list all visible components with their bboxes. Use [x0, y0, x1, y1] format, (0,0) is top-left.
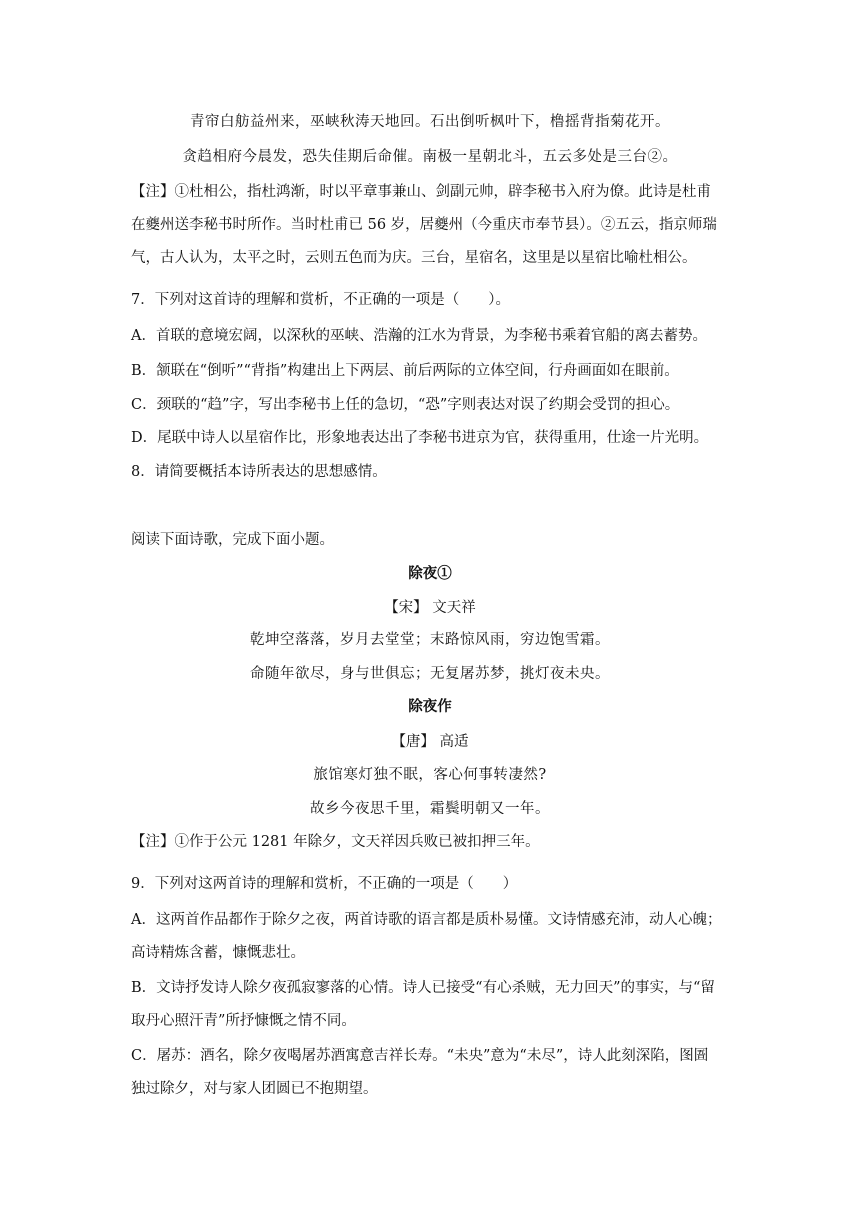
question-7-option-a: A．首联的意境宏阔，以深秋的巫峡、浩瀚的江水为背景，为李秘书乘着官船的离去蓄势。 — [131, 328, 707, 344]
poem1-line-3: 青帘白舫益州来，巫峡秋涛天地回。石出倒听枫叶下，橹摇背指菊花开。 — [190, 114, 670, 130]
poem-b-title: 除夜作 — [408, 698, 452, 715]
note2: 【注】①作于公元 1281 年除夕，文天祥因兵败已被扣押三年。 — [131, 834, 540, 850]
poem-a-title: 除夜① — [408, 565, 452, 582]
question-9-option-a-line-2: 高诗精炼含蓄，慷慨悲壮。 — [131, 945, 305, 961]
question-8-stem: 8．请简要概括本诗所表达的思想感情。 — [131, 464, 387, 480]
poem-a-line-1: 乾坤空落落，岁月去堂堂；末路惊风雨，穷边饱雪霜。 — [250, 632, 610, 648]
question-9-option-a-line-1: A．这两首作品都作于除夕之夜，两首诗歌的语言都是质朴易懂。文诗情感充沛，动人心魄； — [131, 912, 722, 928]
question-9-stem: 9．下列对这两首诗的理解和赏析，不正确的一项是（ ） — [131, 876, 518, 892]
question-7-option-c: C．颈联的“趋”字，写出李秘书上任的急切，“恐”字则表达对误了约期会受罚的担心。 — [131, 397, 680, 413]
question-9-option-c-line-1: C．屠苏：酒名，除夕夜喝屠苏酒寓意吉祥长寿。“未央”意为“未尽”，诗人此刻深陷，图圄 — [131, 1048, 709, 1064]
question-7-option-d: D．尾联中诗人以星宿作比，形象地表达出了李秘书进京为官，获得重用，仕途一片光明。 — [131, 430, 709, 446]
question-7-option-b: B．颔联在“倒听”“背指”构建出上下两层、前后两际的立体空间，行舟画面如在眼前。 — [131, 363, 679, 379]
question-7-stem: 7．下列对这首诗的理解和赏析，不正确的一项是（ ）。 — [131, 292, 510, 308]
question-9-option-c-line-2: 独过除夕，对与家人团圆已不抱期望。 — [131, 1081, 378, 1097]
poem-a-author: 【宋】 文天祥 — [384, 600, 476, 616]
poem-b-line-2: 故乡今夜思千里，霜鬓明朝又一年。 — [310, 801, 550, 817]
poem-b-author: 【唐】 高适 — [391, 734, 469, 750]
question-9-option-b-line-1: B．文诗抒发诗人除夕夜孤寂寥落的心情。诗人已接受“有心杀贼，无力回天”的事实，与“留 — [131, 980, 715, 996]
question-9-option-b-line-2: 取丹心照汗青”所抒慷慨之情不同。 — [131, 1013, 356, 1029]
poem-b-line-1: 旅馆寒灯独不眠，客心何事转凄然? — [313, 767, 547, 783]
note1-line-1: 【注】①杜相公，指杜鸿渐，时以平章事兼山、剑副元帅，辟李秘书入府为僚。此诗是杜甫 — [131, 184, 711, 200]
reading-instruction: 阅读下面诗歌，完成下面小题。 — [131, 532, 334, 548]
note1-line-3: 气，古人认为，太平之时，云则五色而为庆。三台，星宿名，这里是以星宿比喻杜相公。 — [131, 250, 697, 266]
poem1-line-4: 贪趋相府今晨发，恐失佳期后命催。南极一星朝北斗，五云多处是三台②。 — [182, 149, 678, 165]
note1-line-2: 在夔州送李秘书时所作。当时杜甫已 56 岁，居夔州（今重庆市奉节县）。②五云，指京师瑞 — [131, 217, 717, 233]
poem-a-line-2: 命随年欲尽，身与世俱忘；无复屠苏梦，挑灯夜未央。 — [250, 666, 610, 682]
